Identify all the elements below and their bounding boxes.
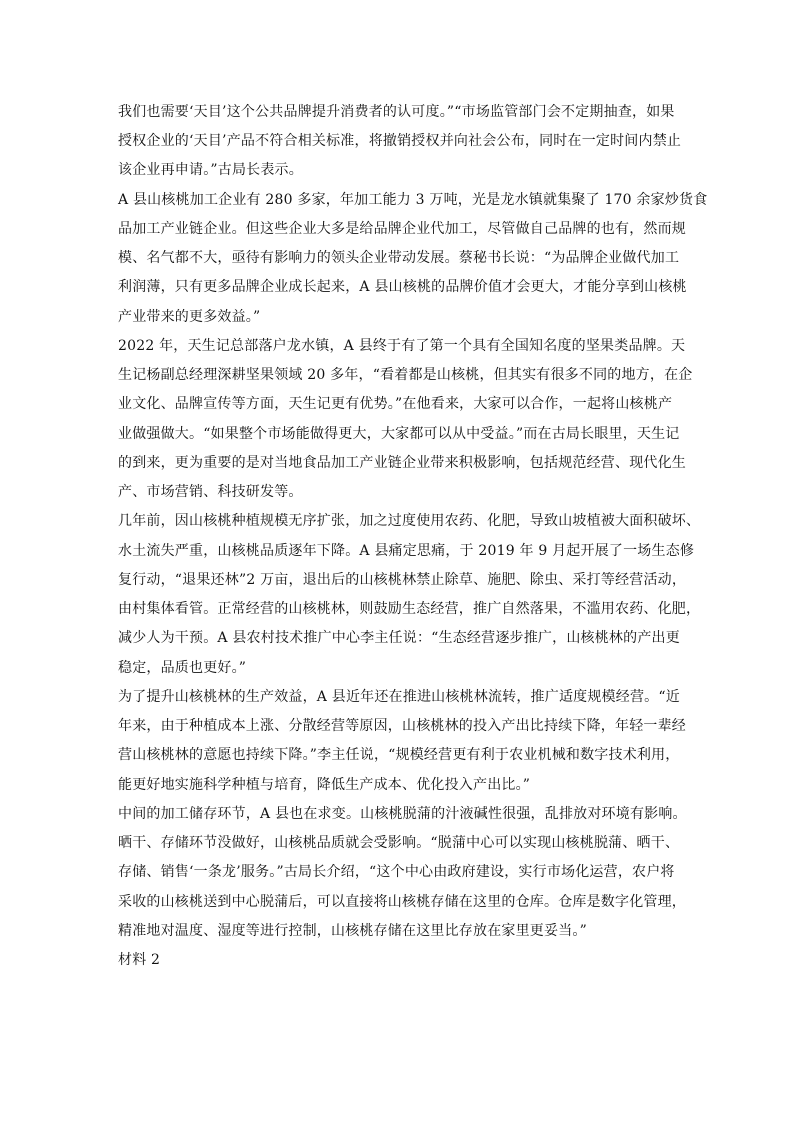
- text-line: 中间的加工储存环节，A 县也在求变。山核桃脱蒲的汁液碱性很强，乱排放对环境有影响。: [118, 806, 687, 822]
- text-line: 该企业再申请。”古局长表示。: [118, 162, 303, 178]
- text-line: 采收的山核桃送到中心脱蒲后，可以直接将山核桃存储在这里的仓库。仓库是数字化管理，: [118, 894, 686, 910]
- text-line: A 县山核桃加工企业有 280 多家，年加工能力 3 万吨，光是龙水镇就集聚了 170 余家炒货食: [118, 192, 708, 208]
- text-line: 业做强做大。“如果整个市场能做得更大，大家都可以从中受益。”而在古局长眼里，天生记: [118, 426, 680, 442]
- text-line: 几年前，因山核桃种植规模无序扩张，加之过度使用农药、化肥，导致山坡植被大面积破坏、: [118, 513, 701, 529]
- text-line: 模、名气都不大，亟待有影响力的领头企业带动发展。蔡秘书长说：“为品牌企业做代加工: [118, 250, 680, 266]
- text-line: 2022 年，天生记总部落户龙水镇，A 县终于有了第一个具有全国知名度的坚果类品牌。天: [118, 338, 686, 354]
- text-line: 复行动，“退果还林”2 万亩，退出后的山核桃林禁止除草、施肥、除虫、采打等经营活动，: [118, 572, 687, 588]
- text-line: 为了提升山核桃林的生产效益，A 县近年还在推进山核桃林流转，推广适度规模经营。“近: [118, 689, 680, 705]
- text-line: 稳定，品质也更好。”: [118, 660, 247, 676]
- text-line: 授权企业的‘天目’产品不符合相关标准，将撤销授权并向社会公布，同时在一定时间内禁止: [118, 133, 682, 149]
- text-line: 产、市场营销、科技研发等。: [118, 484, 303, 500]
- text-line: 生记杨副总经理深耕坚果领域 20 多年，“看着都是山核桃，但其实有很多不同的地方，在企: [118, 367, 693, 383]
- text-line: 晒干、存储环节没做好，山核桃品质就会受影响。“脱蒲中心可以实现山核桃脱蒲、晒干、: [118, 835, 680, 851]
- text-line: 营山核桃林的意愿也持续下降。”李主任说，“规模经营更有利于农业机械和数字技术利用，: [118, 747, 680, 763]
- text-line: 利润薄，只有更多品牌企业成长起来，A 县山核桃的品牌价值才会更大，才能分享到山核桃: [118, 279, 687, 295]
- text-line: 水土流失严重，山核桃品质逐年下降。A 县痛定思痛，于 2019 年 9 月起开展了一场生态修: [118, 543, 695, 559]
- section-label: 材料 2: [118, 952, 161, 968]
- text-line: 业文化、品牌宣传等方面，天生记更有优势。”在他看来，大家可以合作，一起将山核桃产: [118, 396, 673, 412]
- text-line: 减少人为干预。A 县农村技术推广中心李主任说：“生态经营逐步推广，山核桃林的产出更: [118, 630, 680, 646]
- text-line: 我们也需要‘天目’这个公共品牌提升消费者的认可度。”“市场监管部门会不定期抽查，如果: [118, 104, 675, 120]
- text-line: 的到来，更为重要的是对当地食品加工产业链企业带来积极影响，包括规范经营、现代化生: [118, 455, 686, 471]
- text-line: 品加工产业链企业。但这些企业大多是给品牌企业代加工，尽管做自己品牌的也有，然而规: [118, 221, 686, 237]
- text-line: 能更好地实施科学种植与培育，降低生产成本、优化投入产出比。”: [118, 777, 531, 793]
- text-line: 存储、销售‘一条龙’服务。”古局长介绍，“这个中心由政府建设，实行市场化运营，农户将: [118, 864, 675, 880]
- text-line: 年来，由于种植成本上涨、分散经营等原因，山核桃林的投入产出比持续下降，年轻一辈经: [118, 718, 686, 734]
- text-line: 由村集体看管。正常经营的山核桃林，则鼓励生态经营，推广自然落果，不滥用农药、化肥，: [118, 601, 701, 617]
- text-line: 产业带来的更多效益。”: [118, 309, 261, 325]
- text-line: 精准地对温度、湿度等进行控制，山核桃存储在这里比存放在家里更妥当。”: [118, 923, 587, 939]
